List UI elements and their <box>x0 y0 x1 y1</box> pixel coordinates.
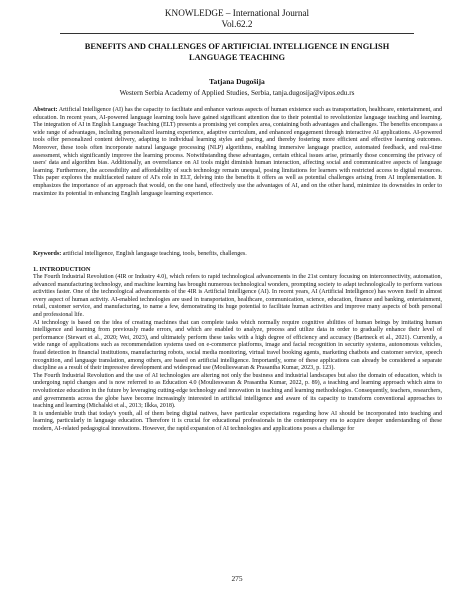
keywords <box>33 251 442 259</box>
keywords-label: Keywords: <box>33 251 62 257</box>
paper-title-line-1: BENEFITS AND CHALLENGES OF ARTIFICIAL INTELLIGENCE IN ENGLISH <box>84 42 390 51</box>
paper-title <box>60 41 414 63</box>
author-affiliation: Western Serbia Academy of Applied Studies, Serbia, tanja.dugosija@vipos.edu.rs <box>119 89 355 97</box>
journal-volume: Vol.62.2 <box>221 19 253 29</box>
abstract-text: Artificial Intelligence (AI) has the capacity to facilitate and enhance various aspects of human existence such as transportation, healthcare, entertainment, and education. In recent years, AI-powered language learning tools have gained significant attention due to their potential to revolutionize language teaching and learning. The integration of AI in English Language Teaching (ELT) presents a promising yet complex area, containing both advantages and challenges. The benefits encompass a wide range of advantages, including personalized learning experience, adaptive curriculum, and enhanced engagement through interactive AI applications. AI-powered tools offer personalized content delivery, adapting to individual learning styles and pacing, and thereby fostering more efficient and effective learning outcomes. Moreover, these tools often incorporate natural language processing (NLP) algorithms, enabling immersive language practice, automated feedback, and real-time assessment, which significantly improve the learning process. Notwithstanding these advantages, certain ethical issues arise, primarily those concerning the privacy of users' data and algorithm bias. Additionally, an overreliance on AI tools might diminish human interaction, affecting social and communicative aspects of language learning. Furthermore, the accessibility and affordability of such technology remain unequal, posing limitations for learners with restricted access to digital resources. This paper explores the multifaceted nature of AI's role in ELT, delving into the benefits it offers as well as potential challenges arising from AI implementation. It emphasizes the importance of an approach that would, on the one hand, effectively use the advantages of AI, and on the other hand, minimize its downsides in order to maximize its potential in enhancing English language learning experience. <box>33 107 442 197</box>
body-paragraph: The Fourth Industrial Revolution and the use of AI technologies are altering not only the business and industrial landscapes but also the domain of education, which is undergoing rapid changes and is now referred to as Education 4.0 (Moulieswaran & Prasantha Kumar, 2022, p. 89), a teaching and learning approach which aims to revolutionize education in the future by leveraging cutting-edge technology and innovation in teaching and learning methodologies. Consequently, teachers, researchers, and governments across the globe have become increasingly interested in artificial intelligence and aware of its capacity to transform conventional approaches to teaching and learning (Michalski et al., 2013; Ilkka, 2018). <box>33 372 442 410</box>
page-number: 275 <box>231 574 243 583</box>
section-heading: 1. INTRODUCTION <box>33 266 91 273</box>
abstract-label: Abstract: <box>33 107 58 113</box>
body-paragraph: It is undeniable truth that today's youth, all of them being digital natives, have particular expectations regarding how AI should be incorporated into teaching and learning, particularly in language education. Therefore it is crucial for educational professionals in the contemporary era to acquire deeper understanding of these modern, AI-related pedagogical innovations. However, the rapid expansion of AI technologies and applications poses a challenge for <box>33 410 442 432</box>
journal-name: KNOWLEDGE – International Journal <box>164 8 310 18</box>
header-divider <box>60 33 414 34</box>
author-name: Tatjana Dugošija <box>209 77 265 86</box>
body-paragraph: The Fourth Industrial Revolution (4IR or Industry 4.0), which refers to rapid technological advancements in the 21st century focusing on interconnectivity, automation, advanced manufacturing technology, and machine learning has brought numerous technological wonders, prompting society to adapt technologically to perform various activities faster. One of the technological advancements of the 4IR is Artificial Intelligence (AI). In recent years, AI (Artificial Intelligence) has woven itself in almost every aspect of human activity. AI-enabled technologies are used in transportation, healthcare, communication, science, education, finance and banking, entertainment, retail, customer service, and manufacturing, to name a few, demonstrating its huge potential to facilitate human activities and improve many aspects of both personal and professional life. <box>33 274 442 318</box>
journal-header <box>0 8 474 30</box>
paper-title-line-2: LANGUAGE TEACHING <box>189 53 285 62</box>
body-paragraph: AI technology is based on the idea of creating machines that can complete tasks which normally require cognitive abilities of human beings by imitating human intelligence and learning from previously made errors, and which are enabled to analyze, process and utilize data in order to gradually enhance their level of performance (Stewart et al., 2020; Wei, 2023), and ultimately perform these tasks with a high degree of efficiency and accuracy (Bartneck et al., 2021). Currently, a wide range of applications such as recommendation systems used on e-commerce platforms, image and facial recognition in security systems, autonomous vehicles, fraud detection in financial institutions, manufacturing robots, social media monitoring, virtual travel booking agents, marketing chatbots and customer service, speech recognition, and language translation, among others, are based on artificial intelligence. Importantly, some of these applications can already be considered a separate discipline as a result of their impressive development and widespread use (Moulieswaran & Prasantha Kumar, 2023, p. 123). <box>33 319 442 372</box>
keywords-text: artificial intelligence, English language teaching, tools, benefits, challenges. <box>62 251 247 257</box>
section-body <box>33 274 442 433</box>
abstract <box>33 107 442 198</box>
